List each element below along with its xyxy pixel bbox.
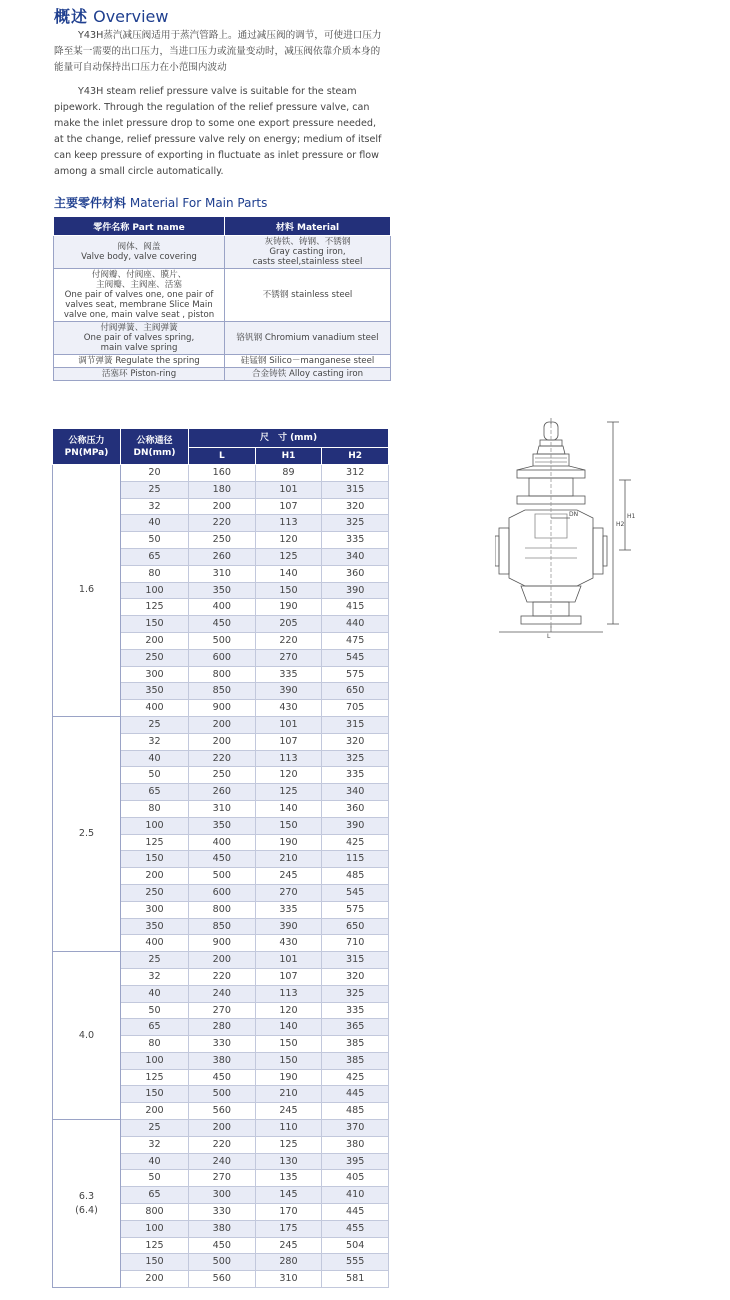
h2-cell: 340: [322, 548, 389, 565]
h2-cell: 360: [322, 565, 389, 582]
materials-material-cell: 合金铸铁 Alloy casting iron: [225, 368, 391, 381]
h1-cell: 113: [255, 750, 322, 767]
h2-cell: 475: [322, 632, 389, 649]
h1-cell: 140: [255, 800, 322, 817]
materials-header-material: 材料 Material: [225, 217, 391, 236]
materials-part-cell: 调节弹簧 Regulate the spring: [54, 355, 225, 368]
h2-cell: 365: [322, 1019, 389, 1036]
h2-cell: 455: [322, 1220, 389, 1237]
h1-cell: 270: [255, 884, 322, 901]
dn-cell: 250: [121, 649, 189, 666]
h2-cell: 545: [322, 884, 389, 901]
l-cell: 180: [189, 481, 256, 498]
pn-cell: 1.6: [53, 465, 121, 717]
dn-cell: 25: [121, 481, 189, 498]
pn-cell: 2.5: [53, 716, 121, 951]
h2-cell: 385: [322, 1036, 389, 1053]
l-cell: 240: [189, 1153, 256, 1170]
dn-cell: 200: [121, 632, 189, 649]
dn-cell: 100: [121, 582, 189, 599]
h2-cell: 555: [322, 1254, 389, 1271]
dn-cell: 25: [121, 1120, 189, 1137]
l-cell: 200: [189, 716, 256, 733]
h2-cell: 705: [322, 700, 389, 717]
overview-text-en: Y43H steam relief pressure valve is suitable for the steam pipework. Through the regulation of the relief pressure valve, can make the inlet pressure drop to some one export pressure needed, at the change, relief pressure valve rely on energy; medium of itself can keep pressure of exporting in fluctuate as inlet pressure or flow among a small circle automatically.: [54, 86, 382, 177]
dn-cell: 125: [121, 1237, 189, 1254]
dimensions-table: [52, 428, 389, 1288]
pn-cell: 4.0: [53, 952, 121, 1120]
h1-cell: 245: [255, 1237, 322, 1254]
h2-cell: 360: [322, 800, 389, 817]
h1-cell: 135: [255, 1170, 322, 1187]
materials-row: [54, 236, 391, 269]
h1-cell: 113: [255, 985, 322, 1002]
h2-cell: 425: [322, 1069, 389, 1086]
dn-cell: 125: [121, 599, 189, 616]
materials-material-cell: 铬钒钢 Chromium vanadium steel: [225, 322, 391, 355]
h1-cell: 280: [255, 1254, 322, 1271]
h2-cell: 312: [322, 465, 389, 482]
materials-title-cn: 主要零件材料: [54, 196, 127, 210]
dn-cell: 32: [121, 733, 189, 750]
overview-title-en: Overview: [93, 7, 169, 26]
h1-cell: 101: [255, 481, 322, 498]
dn-cell: 40: [121, 750, 189, 767]
l-cell: 850: [189, 683, 256, 700]
l-cell: 350: [189, 582, 256, 599]
dn-cell: 350: [121, 683, 189, 700]
h2-cell: 650: [322, 918, 389, 935]
dn-cell: 200: [121, 868, 189, 885]
h2-cell: 320: [322, 733, 389, 750]
l-cell: 220: [189, 1136, 256, 1153]
l-cell: 280: [189, 1019, 256, 1036]
label-dn: DN: [569, 511, 579, 518]
h1-cell: 107: [255, 733, 322, 750]
materials-row: [54, 322, 391, 355]
dn-cell: 32: [121, 1136, 189, 1153]
l-cell: 330: [189, 1204, 256, 1221]
h2-cell: 575: [322, 666, 389, 683]
h1-cell: 390: [255, 918, 322, 935]
l-cell: 500: [189, 1254, 256, 1271]
h2-cell: 410: [322, 1187, 389, 1204]
h2-cell: 320: [322, 968, 389, 985]
h1-cell: 101: [255, 716, 322, 733]
dn-cell: 80: [121, 1036, 189, 1053]
h1-cell: 150: [255, 817, 322, 834]
l-cell: 310: [189, 565, 256, 582]
dn-cell: 40: [121, 985, 189, 1002]
valve-drawing: [495, 418, 635, 638]
dn-cell: 65: [121, 548, 189, 565]
pn-cell: 6.3 (6.4): [53, 1120, 121, 1288]
materials-row: [54, 269, 391, 322]
dn-cell: 400: [121, 935, 189, 952]
dn-cell: 32: [121, 968, 189, 985]
h1-cell: 205: [255, 616, 322, 633]
dn-cell: 65: [121, 784, 189, 801]
h2-cell: 710: [322, 935, 389, 952]
dn-cell: 300: [121, 901, 189, 918]
h2-cell: 325: [322, 985, 389, 1002]
l-cell: 270: [189, 1170, 256, 1187]
h2-cell: 545: [322, 649, 389, 666]
h1-cell: 335: [255, 666, 322, 683]
h1-cell: 430: [255, 935, 322, 952]
h2-cell: 320: [322, 498, 389, 515]
dn-cell: 25: [121, 716, 189, 733]
label-l: L: [547, 633, 551, 638]
h1-cell: 120: [255, 1002, 322, 1019]
h2-cell: 315: [322, 952, 389, 969]
h2-cell: 440: [322, 616, 389, 633]
h2-cell: 575: [322, 901, 389, 918]
l-cell: 380: [189, 1220, 256, 1237]
h2-cell: 370: [322, 1120, 389, 1137]
h1-cell: 125: [255, 784, 322, 801]
h2-cell: 405: [322, 1170, 389, 1187]
l-cell: 260: [189, 784, 256, 801]
h2-cell: 340: [322, 784, 389, 801]
dn-cell: 65: [121, 1187, 189, 1204]
materials-part-cell: 付阀瓣、付阀座、膜片、 主阀瓣、主阀座、活塞 One pair of valves one, one pair of valves seat, membrane Slice Main valve one, main valve seat , piston: [54, 269, 225, 322]
table-row: [53, 465, 389, 482]
l-cell: 200: [189, 952, 256, 969]
dn-cell: 20: [121, 465, 189, 482]
l-cell: 900: [189, 935, 256, 952]
l-cell: 200: [189, 733, 256, 750]
header-h1: H1: [255, 448, 322, 465]
h2-cell: 504: [322, 1237, 389, 1254]
l-cell: 800: [189, 666, 256, 683]
h2-cell: 335: [322, 767, 389, 784]
l-cell: 250: [189, 767, 256, 784]
h1-cell: 140: [255, 1019, 322, 1036]
table-row: [53, 952, 389, 969]
h2-cell: 325: [322, 750, 389, 767]
h1-cell: 150: [255, 1036, 322, 1053]
h1-cell: 190: [255, 834, 322, 851]
h1-cell: 120: [255, 532, 322, 549]
h1-cell: 245: [255, 1103, 322, 1120]
l-cell: 270: [189, 1002, 256, 1019]
dn-cell: 125: [121, 1069, 189, 1086]
dn-cell: 50: [121, 767, 189, 784]
overview-title: [54, 4, 168, 27]
materials-row: [54, 355, 391, 368]
h1-cell: 210: [255, 1086, 322, 1103]
dn-cell: 150: [121, 1254, 189, 1271]
l-cell: 600: [189, 884, 256, 901]
h1-cell: 107: [255, 968, 322, 985]
header-size: 尺 寸 (mm): [189, 429, 389, 448]
h2-cell: 315: [322, 716, 389, 733]
h2-cell: 445: [322, 1204, 389, 1221]
l-cell: 220: [189, 968, 256, 985]
header-pn: 公称压力 PN(MPa): [53, 429, 121, 465]
l-cell: 310: [189, 800, 256, 817]
dn-cell: 150: [121, 616, 189, 633]
l-cell: 350: [189, 817, 256, 834]
h2-cell: 395: [322, 1153, 389, 1170]
dn-cell: 250: [121, 884, 189, 901]
dn-cell: 25: [121, 952, 189, 969]
h2-cell: 325: [322, 515, 389, 532]
label-h2: H2: [616, 521, 625, 528]
dn-cell: 200: [121, 1103, 189, 1120]
dn-cell: 40: [121, 515, 189, 532]
l-cell: 220: [189, 750, 256, 767]
materials-header-part: 零件名称 Part name: [54, 217, 225, 236]
dn-cell: 32: [121, 498, 189, 515]
l-cell: 250: [189, 532, 256, 549]
h1-cell: 150: [255, 1052, 322, 1069]
l-cell: 200: [189, 1120, 256, 1137]
l-cell: 450: [189, 1237, 256, 1254]
l-cell: 330: [189, 1036, 256, 1053]
header-dn: 公称通径 DN(mm): [121, 429, 189, 465]
h1-cell: 107: [255, 498, 322, 515]
table-row: [53, 716, 389, 733]
h1-cell: 220: [255, 632, 322, 649]
h2-cell: 315: [322, 481, 389, 498]
dn-cell: 300: [121, 666, 189, 683]
h2-cell: 390: [322, 582, 389, 599]
dn-cell: 400: [121, 700, 189, 717]
h2-cell: 115: [322, 851, 389, 868]
materials-table: [53, 216, 391, 381]
h1-cell: 270: [255, 649, 322, 666]
l-cell: 200: [189, 498, 256, 515]
h1-cell: 335: [255, 901, 322, 918]
l-cell: 450: [189, 616, 256, 633]
l-cell: 450: [189, 1069, 256, 1086]
h2-cell: 445: [322, 1086, 389, 1103]
h1-cell: 245: [255, 868, 322, 885]
h1-cell: 101: [255, 952, 322, 969]
dn-cell: 80: [121, 800, 189, 817]
l-cell: 400: [189, 599, 256, 616]
dn-cell: 100: [121, 1052, 189, 1069]
dn-cell: 80: [121, 565, 189, 582]
dn-cell: 200: [121, 1271, 189, 1288]
overview-text-cn: Y43H蒸汽减压阀适用于蒸汽管路上。通过减压阀的调节，可使进口压力降至某一需要的出口压力，当进口压力或流量变动时，减压阀依靠介质本身的能量可自动保持出口压力在小范围内波动: [54, 30, 382, 73]
h2-cell: 385: [322, 1052, 389, 1069]
l-cell: 300: [189, 1187, 256, 1204]
l-cell: 600: [189, 649, 256, 666]
h2-cell: 335: [322, 532, 389, 549]
l-cell: 450: [189, 851, 256, 868]
h1-cell: 145: [255, 1187, 322, 1204]
materials-title: [54, 194, 267, 211]
l-cell: 900: [189, 700, 256, 717]
h2-cell: 335: [322, 1002, 389, 1019]
header-l: L: [189, 448, 256, 465]
h1-cell: 430: [255, 700, 322, 717]
l-cell: 800: [189, 901, 256, 918]
h1-cell: 120: [255, 767, 322, 784]
materials-row: [54, 368, 391, 381]
h1-cell: 170: [255, 1204, 322, 1221]
h1-cell: 113: [255, 515, 322, 532]
l-cell: 380: [189, 1052, 256, 1069]
l-cell: 560: [189, 1103, 256, 1120]
h2-cell: 415: [322, 599, 389, 616]
h2-cell: 390: [322, 817, 389, 834]
h1-cell: 310: [255, 1271, 322, 1288]
l-cell: 500: [189, 868, 256, 885]
table-row: [53, 1120, 389, 1137]
h1-cell: 390: [255, 683, 322, 700]
l-cell: 220: [189, 515, 256, 532]
dn-cell: 100: [121, 817, 189, 834]
h1-cell: 89: [255, 465, 322, 482]
l-cell: 260: [189, 548, 256, 565]
overview-title-cn: 概述: [54, 7, 89, 26]
dn-cell: 65: [121, 1019, 189, 1036]
header-h2: H2: [322, 448, 389, 465]
h1-cell: 140: [255, 565, 322, 582]
dn-cell: 50: [121, 1170, 189, 1187]
dn-cell: 125: [121, 834, 189, 851]
materials-title-en: Material For Main Parts: [129, 196, 268, 210]
h1-cell: 110: [255, 1120, 322, 1137]
l-cell: 500: [189, 1086, 256, 1103]
l-cell: 500: [189, 632, 256, 649]
materials-part-cell: 付阀弹簧、主阀弹簧 One pair of valves spring, main valve spring: [54, 322, 225, 355]
h2-cell: 380: [322, 1136, 389, 1153]
h2-cell: 650: [322, 683, 389, 700]
dn-cell: 40: [121, 1153, 189, 1170]
l-cell: 400: [189, 834, 256, 851]
dn-cell: 800: [121, 1204, 189, 1221]
h1-cell: 190: [255, 1069, 322, 1086]
dn-cell: 50: [121, 532, 189, 549]
h2-cell: 581: [322, 1271, 389, 1288]
materials-part-cell: 阀体、阀盖 Valve body, valve covering: [54, 236, 225, 269]
h1-cell: 125: [255, 548, 322, 565]
l-cell: 560: [189, 1271, 256, 1288]
l-cell: 850: [189, 918, 256, 935]
h1-cell: 190: [255, 599, 322, 616]
h2-cell: 425: [322, 834, 389, 851]
h1-cell: 175: [255, 1220, 322, 1237]
l-cell: 240: [189, 985, 256, 1002]
materials-material-cell: 硅锰钢 Silico－manganese steel: [225, 355, 391, 368]
materials-part-cell: 活塞环 Piston-ring: [54, 368, 225, 381]
h1-cell: 150: [255, 582, 322, 599]
dn-cell: 100: [121, 1220, 189, 1237]
h1-cell: 125: [255, 1136, 322, 1153]
h2-cell: 485: [322, 1103, 389, 1120]
dn-cell: 350: [121, 918, 189, 935]
dn-cell: 150: [121, 1086, 189, 1103]
materials-material-cell: 不锈钢 stainless steel: [225, 269, 391, 322]
l-cell: 160: [189, 465, 256, 482]
materials-material-cell: 灰铸铁、铸钢、不锈钢 Gray casting iron, casts steel,stainless steel: [225, 236, 391, 269]
dn-cell: 150: [121, 851, 189, 868]
h2-cell: 485: [322, 868, 389, 885]
dn-cell: 50: [121, 1002, 189, 1019]
label-h1: H1: [627, 513, 635, 520]
h1-cell: 210: [255, 851, 322, 868]
h1-cell: 130: [255, 1153, 322, 1170]
